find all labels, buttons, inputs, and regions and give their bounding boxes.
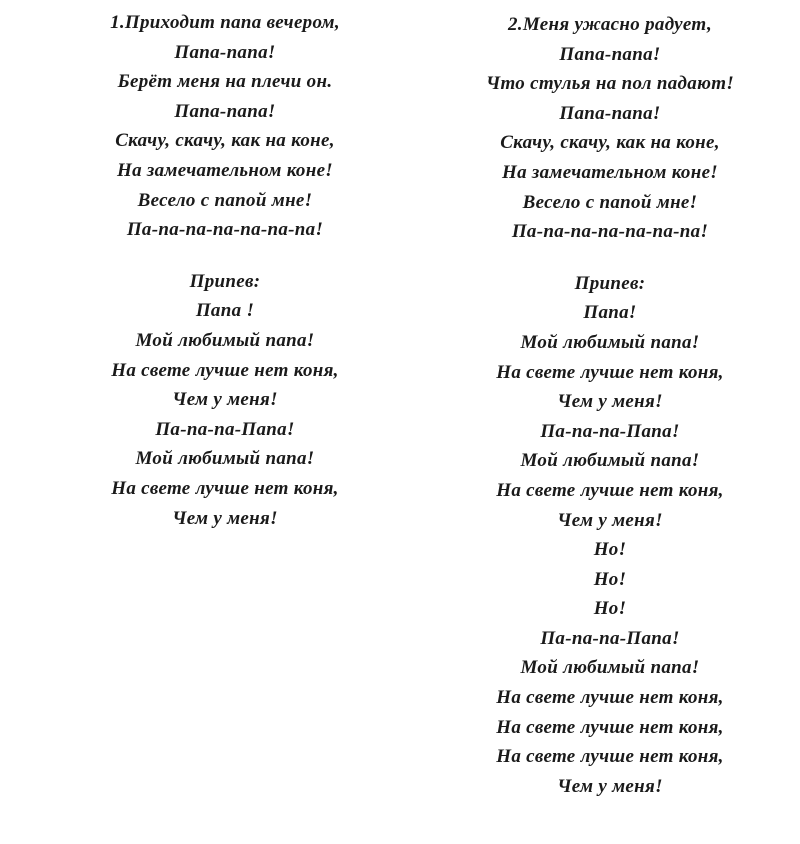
verse-1	[40, 8, 410, 245]
chorus-2	[420, 269, 800, 802]
verse-line: На замечательном коне!	[116, 159, 333, 181]
chorus-line: На свете лучше нет коня,	[111, 359, 339, 381]
verse-line: Скачу, скачу, как на коне,	[500, 132, 720, 154]
verse-line: Что стулья на пол падают!	[485, 73, 735, 95]
chorus-line: Мой любимый папа!	[520, 450, 700, 472]
chorus-line: Но!	[593, 568, 627, 590]
chorus-line: На свете лучше нет коня,	[496, 479, 724, 501]
verse-line: Берёт меня на плечи он.	[117, 71, 333, 93]
verse-line: 2.Меня ужасно радует,	[507, 14, 713, 35]
verse-line: Па-па-па-па-па-па-па!	[126, 219, 324, 241]
chorus-line: На свете лучше нет коня,	[496, 746, 724, 768]
verse-line: Папа-папа!	[559, 102, 661, 124]
verse-line: Папа-папа!	[174, 41, 276, 63]
verse-2	[420, 10, 800, 247]
chorus-line: На свете лучше нет коня,	[496, 361, 724, 383]
verse-line: Папа-папа!	[174, 100, 276, 122]
chorus-line: На свете лучше нет коня,	[496, 716, 724, 738]
chorus-line: На свете лучше нет коня,	[496, 687, 724, 709]
chorus-1	[40, 267, 410, 533]
chorus-line: Па-па-па-Папа!	[540, 420, 680, 442]
chorus-line: Мой любимый папа!	[135, 329, 315, 351]
chorus-line: Чем у меня!	[557, 391, 663, 413]
verse-line: На замечательном коне!	[501, 161, 718, 183]
chorus-heading: Припев:	[574, 272, 646, 294]
verse-line: Папа-папа!	[559, 43, 661, 65]
stanza-gap	[420, 247, 800, 269]
right-column	[420, 10, 800, 801]
left-column	[40, 8, 410, 533]
chorus-line: На свете лучше нет коня,	[111, 477, 339, 499]
chorus-line: Но!	[593, 539, 627, 561]
verse-line: 1.Приходит папа вечером,	[110, 12, 340, 33]
chorus-line: Чем у меня!	[557, 775, 663, 797]
verse-line: Скачу, скачу, как на коне,	[115, 130, 335, 152]
chorus-heading: Припев:	[189, 270, 261, 292]
chorus-line: Папа!	[583, 302, 637, 324]
chorus-line: Па-па-па-Папа!	[540, 627, 680, 649]
chorus-line: Мой любимый папа!	[135, 448, 315, 470]
chorus-line: Чем у меня!	[172, 507, 278, 529]
chorus-line: Мой любимый папа!	[520, 331, 700, 353]
chorus-line: Чем у меня!	[172, 389, 278, 411]
stanza-gap	[40, 245, 410, 267]
chorus-line: Папа !	[195, 300, 255, 322]
chorus-line: Па-па-па-Папа!	[155, 418, 295, 440]
verse-line: Па-па-па-па-па-па-па!	[511, 221, 709, 243]
chorus-line: Но!	[593, 598, 627, 620]
verse-line: Весело с папой мне!	[522, 191, 698, 213]
verse-line: Весело с папой мне!	[137, 189, 313, 211]
chorus-line: Мой любимый папа!	[520, 657, 700, 679]
chorus-line: Чем у меня!	[557, 509, 663, 531]
